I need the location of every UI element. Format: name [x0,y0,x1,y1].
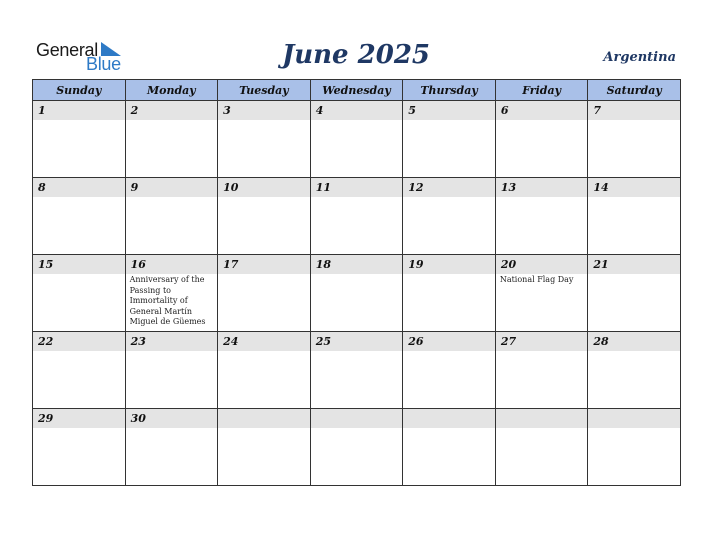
day-cell [33,101,126,178]
day-cell [310,255,403,332]
holiday-text [588,120,680,121]
holiday-text [33,120,125,121]
calendar-grid [32,79,681,486]
week-row [33,332,681,409]
calendar-title: June 2025 [281,40,431,70]
weekday-header: Saturday [588,80,681,101]
day-cell [310,332,403,409]
holiday-text [33,274,125,275]
day-cell [33,332,126,409]
day-cell [495,409,588,486]
country-label: Argentina [603,50,676,65]
holiday-text [403,428,495,429]
day-number: 26 [403,332,495,351]
day-cell [125,255,218,332]
holiday-text [311,274,403,275]
day-number: 6 [496,101,588,120]
holiday-text [496,351,588,352]
holiday-text [496,428,588,429]
day-cell [310,101,403,178]
holiday-text [588,428,680,429]
week-row [33,101,681,178]
day-number: 24 [218,332,310,351]
holiday-text [218,120,310,121]
day-number: 5 [403,101,495,120]
day-cell [403,101,496,178]
day-number: 13 [496,178,588,197]
day-number: 14 [588,178,680,197]
holiday-text [588,197,680,198]
day-cell [403,332,496,409]
day-cell [310,178,403,255]
day-cell [403,409,496,486]
day-number: 8 [33,178,125,197]
holiday-text [588,351,680,352]
weekday-header-row [33,80,681,101]
day-number: 25 [311,332,403,351]
day-number: 28 [588,332,680,351]
day-cell [495,255,588,332]
day-cell [495,101,588,178]
day-cell [33,255,126,332]
holiday-text: Anniversary of the Passing to Immortality of General Martín Miguel de Güemes [129,275,206,326]
holiday-text [218,197,310,198]
weekday-header: Sunday [33,80,126,101]
weekday-header: Wednesday [310,80,403,101]
week-row [33,255,681,332]
day-cell [588,178,681,255]
day-number: 30 [126,409,218,428]
day-cell [218,409,311,486]
day-number [403,409,495,428]
day-cell [218,332,311,409]
day-number [588,409,680,428]
day-cell [125,178,218,255]
day-cell [218,255,311,332]
weekday-header: Tuesday [218,80,311,101]
holiday-text [496,197,588,198]
day-cell [125,332,218,409]
day-number: 15 [33,255,125,274]
holiday-text [33,351,125,352]
holiday-text [33,428,125,429]
day-cell [33,409,126,486]
holiday-text [126,351,218,352]
holiday-text [403,120,495,121]
day-number: 9 [126,178,218,197]
day-cell [588,332,681,409]
day-cell [125,409,218,486]
day-cell [403,255,496,332]
day-number: 12 [403,178,495,197]
day-cell [403,178,496,255]
day-number: 2 [126,101,218,120]
day-cell [218,178,311,255]
day-number: 22 [33,332,125,351]
day-number: 21 [588,255,680,274]
holiday-text: National Flag Day [499,275,574,284]
day-number [218,409,310,428]
day-cell [218,101,311,178]
holiday-text [403,351,495,352]
holiday-text [311,428,403,429]
day-number: 23 [126,332,218,351]
day-cell [495,332,588,409]
day-cell [33,178,126,255]
weekday-header: Friday [495,80,588,101]
day-number: 3 [218,101,310,120]
day-number: 16 [126,255,218,274]
day-cell [588,409,681,486]
holiday-text [126,120,218,121]
day-number: 11 [311,178,403,197]
holiday-text [218,351,310,352]
day-number: 10 [218,178,310,197]
logo-blue-text: Blue [86,54,121,74]
day-cell [125,101,218,178]
day-number: 20 [496,255,588,274]
day-number [311,409,403,428]
logo-general-text: General [36,40,98,60]
holiday-text [218,274,310,275]
holiday-text [311,351,403,352]
day-number: 1 [33,101,125,120]
day-number: 7 [588,101,680,120]
day-number: 4 [311,101,403,120]
holiday-text [588,274,680,275]
day-number: 27 [496,332,588,351]
day-cell [310,409,403,486]
holiday-text [496,120,588,121]
holiday-text [403,274,495,275]
day-number: 17 [218,255,310,274]
day-number: 19 [403,255,495,274]
day-cell [588,255,681,332]
week-row [33,409,681,486]
day-number: 29 [33,409,125,428]
holiday-text [126,197,218,198]
holiday-text [311,197,403,198]
holiday-text [33,197,125,198]
week-row [33,178,681,255]
day-number [496,409,588,428]
holiday-text [311,120,403,121]
day-number: 18 [311,255,403,274]
holiday-text [403,197,495,198]
day-cell [495,178,588,255]
holiday-text [126,428,218,429]
day-cell [588,101,681,178]
weekday-header: Monday [125,80,218,101]
weekday-header: Thursday [403,80,496,101]
holiday-text [218,428,310,429]
